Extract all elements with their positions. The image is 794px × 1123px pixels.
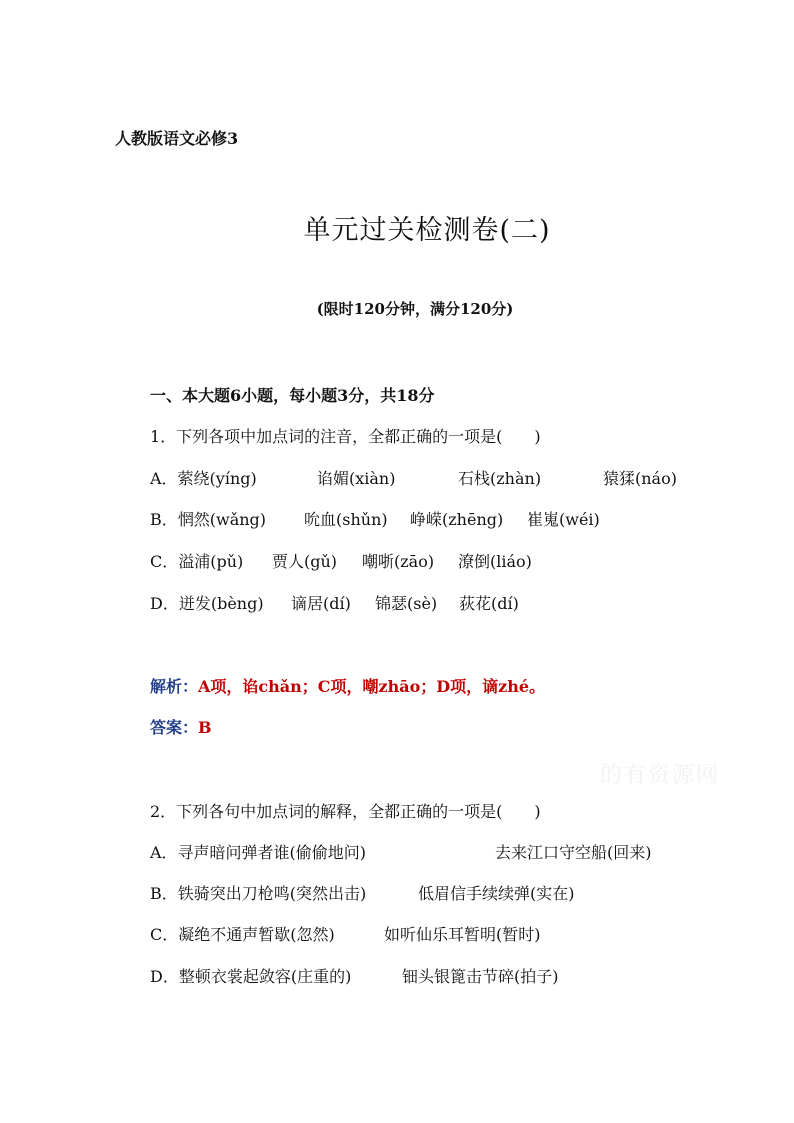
option-item: 锦瑟(sè) [375,594,438,613]
option-item: 低眉信手续续弹(实在) [418,884,575,903]
analysis-text: A项，谄chǎn；C项，嘲zhāo；D项，谪zhé。 [198,677,546,696]
option-item: A．萦绕(yíng) [150,469,257,488]
option-item: D．整顿衣裳起敛容(庄重的) [150,967,352,986]
document-header: 人教版语文必修3 [115,129,239,148]
watermark: 的有资源网 [600,763,721,788]
option-item: B．惘然(wǎng) [150,510,267,529]
option-item: B．铁骑突出刀枪鸣(突然出击) [150,884,367,903]
option-item: 谄媚(xiàn) [317,469,396,488]
question-1-answer [150,715,212,738]
section-heading: 一、本大题6小题，每小题3分，共18分 [150,386,435,405]
option-item: D．迸发(bèng) [150,594,264,613]
answer-text: B [198,718,212,737]
question-1-stem: 1．下列各项中加点词的注音，全都正确的一项是( ) [150,427,541,446]
option-item: C．溢浦(pǔ) [150,552,244,571]
analysis-label: 解析： [150,677,199,696]
option-item: 峥嵘(zhēng) [410,510,504,529]
option-item: C．凝绝不通声暂歇(忽然) [150,925,335,944]
question-2-stem: 2．下列各句中加点词的解释，全都正确的一项是( ) [150,802,541,821]
option-item: A．寻声暗问弹者谁(偷偷地问) [150,843,367,862]
option-item: 嘲哳(zāo) [362,552,435,571]
option-item: 如听仙乐耳暂明(暂时) [384,925,541,944]
option-item: 钿头银篦击节碎(拍子) [402,967,559,986]
option-item: 荻花(dí) [459,594,519,613]
option-item: 猿猱(náo) [603,469,677,488]
option-item: 潦倒(liáo) [458,552,532,571]
option-item: 去来江口守空船(回来) [495,843,652,862]
option-item: 石栈(zhàn) [458,469,542,488]
option-item: 谪居(dí) [291,594,351,613]
page-title: 单元过关检测卷(二) [303,215,551,246]
page-subtitle: (限时120分钟，满分120分) [316,300,514,318]
option-item: 贾人(gǔ) [272,552,338,571]
option-item: 崔嵬(wéi) [527,510,600,529]
question-1-analysis [150,674,545,697]
answer-label: 答案： [150,718,199,737]
option-item: 吮血(shǔn) [304,510,388,529]
